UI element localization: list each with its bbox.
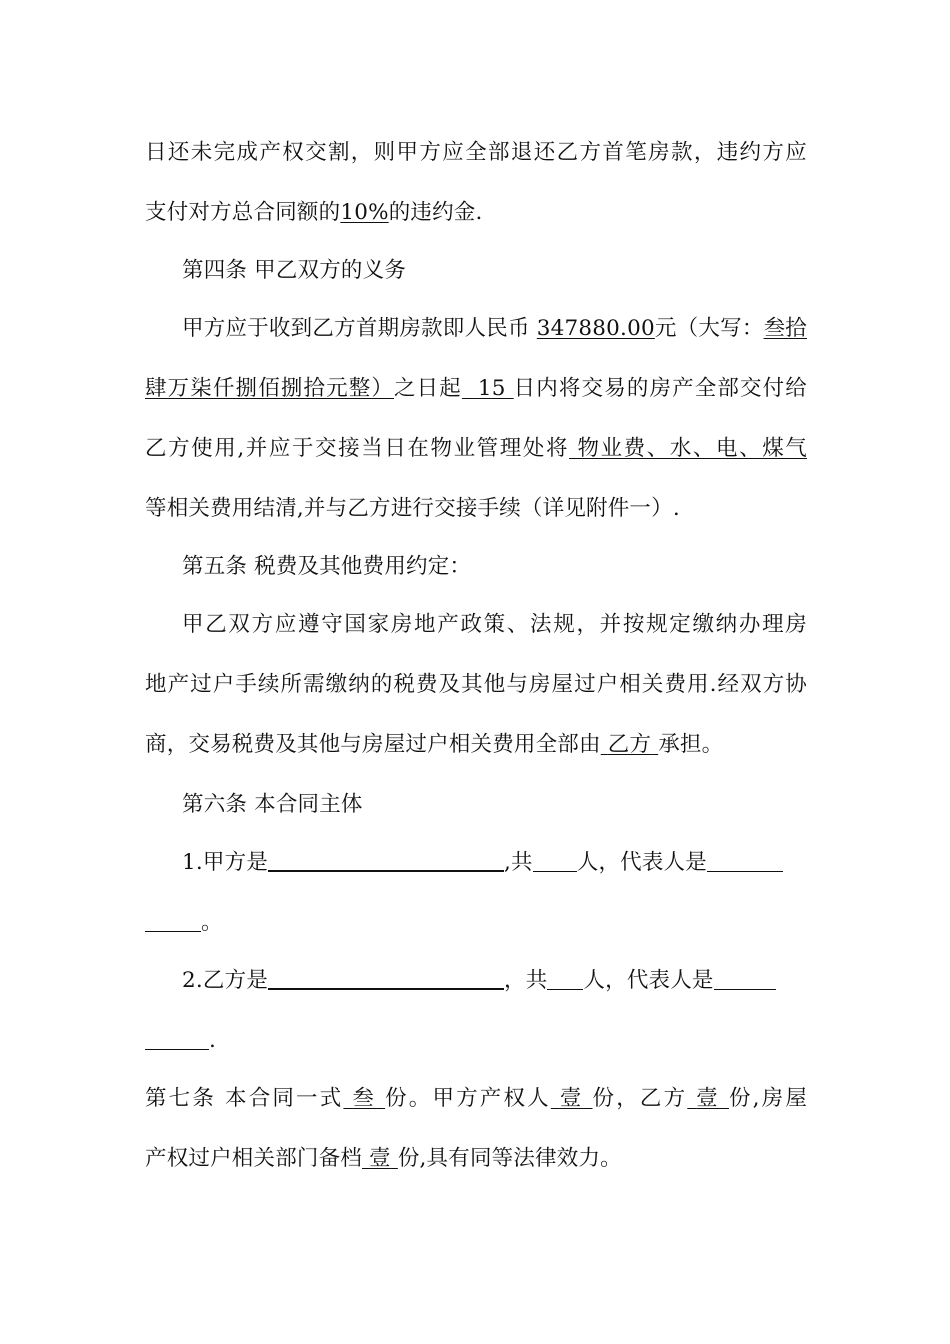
party-a-name-blank[interactable] xyxy=(268,848,504,872)
penalty-rate: 10% xyxy=(340,200,389,225)
tax-payer: 乙方 xyxy=(607,732,652,757)
party-b-name-blank[interactable] xyxy=(268,966,504,990)
text: 份,具有同等法律效力。 xyxy=(397,1146,622,1171)
paragraph-line xyxy=(145,374,807,404)
total-copies: 叁 xyxy=(352,1086,377,1111)
text: 2.乙方是 xyxy=(182,968,269,993)
down-payment-amount: 347880.00 xyxy=(536,316,655,341)
text: ，共 xyxy=(504,968,548,993)
article-4-title: 第四条 甲乙双方的义务 xyxy=(182,258,407,283)
text: 第七条 本合同一式 xyxy=(145,1086,344,1111)
party-a-representative-blank[interactable] xyxy=(707,849,783,872)
text: 人，代表人是 xyxy=(583,968,714,993)
fees-list: 物业费、水、电、煤气 xyxy=(577,436,807,461)
party-a-count-blank[interactable] xyxy=(533,849,577,872)
party-b-representative-blank-continued[interactable] xyxy=(145,1027,209,1050)
text: 1.甲方是 xyxy=(182,850,269,875)
paragraph-line: 等相关费用结清,并与乙方进行交接手续（详见附件一）. xyxy=(145,496,680,521)
handover-days: 15 xyxy=(477,376,506,401)
text: 份。甲方产权人 xyxy=(385,1086,551,1111)
amount-in-words-continued: 肆万柒仟捌佰捌拾元整） xyxy=(145,376,395,401)
text: 日内将交易的房产全部交付给 xyxy=(513,376,807,401)
party-a-line xyxy=(182,848,783,878)
paragraph-line xyxy=(145,434,807,464)
article-5-title: 第五条 税费及其他费用约定： xyxy=(182,554,472,579)
text: . xyxy=(209,1028,217,1053)
party-a-representative-blank-continued[interactable] xyxy=(145,909,201,932)
party-b-copies: 壹 xyxy=(696,1086,720,1111)
article-7-line xyxy=(145,1084,807,1114)
article-6-title: 第六条 本合同主体 xyxy=(182,792,363,817)
text: 承担。 xyxy=(658,732,724,757)
paragraph-line: 甲乙双方应遵守国家房地产政策、法规，并按规定缴纳办理房 xyxy=(182,612,807,637)
paragraph-line xyxy=(182,314,807,344)
text: 。 xyxy=(201,910,223,935)
archive-copies: 壹 xyxy=(369,1146,391,1171)
text: 元（大写： xyxy=(654,316,764,341)
party-b-representative-blank[interactable] xyxy=(714,967,776,990)
text: 产权过户相关部门备档 xyxy=(145,1146,363,1171)
party-b-line xyxy=(182,966,776,996)
paragraph-line xyxy=(145,198,483,228)
text: 份,房屋 xyxy=(728,1086,808,1111)
text: 人，代表人是 xyxy=(576,850,707,875)
paragraph-line: 日还未完成产权交割，则甲方应全部退还乙方首笔房款，违约方应 xyxy=(145,140,807,165)
text: 份，乙方 xyxy=(592,1086,688,1111)
text: 支付对方总合同额的 xyxy=(145,200,341,225)
text: 的违约金. xyxy=(388,200,483,225)
text: ,共 xyxy=(504,850,533,875)
text: 甲方应于收到乙方首期房款即人民币 xyxy=(182,316,530,341)
text: 商，交易税费及其他与房屋过户相关费用全部由 xyxy=(145,732,601,757)
party-b-line-continued xyxy=(145,1026,216,1056)
article-7-line xyxy=(145,1144,622,1174)
text: 乙方使用,并应于交接当日在物业管理处将 xyxy=(145,436,570,461)
text: 之日起 xyxy=(394,376,462,401)
party-a-copies: 壹 xyxy=(559,1086,584,1111)
paragraph-line xyxy=(145,730,723,760)
party-b-count-blank[interactable] xyxy=(547,967,583,990)
amount-in-words: 叁拾 xyxy=(763,316,807,341)
party-a-line-continued xyxy=(145,908,223,938)
paragraph-line: 地产过户手续所需缴纳的税费及其他与房屋过户相关费用.经双方协 xyxy=(145,672,807,697)
